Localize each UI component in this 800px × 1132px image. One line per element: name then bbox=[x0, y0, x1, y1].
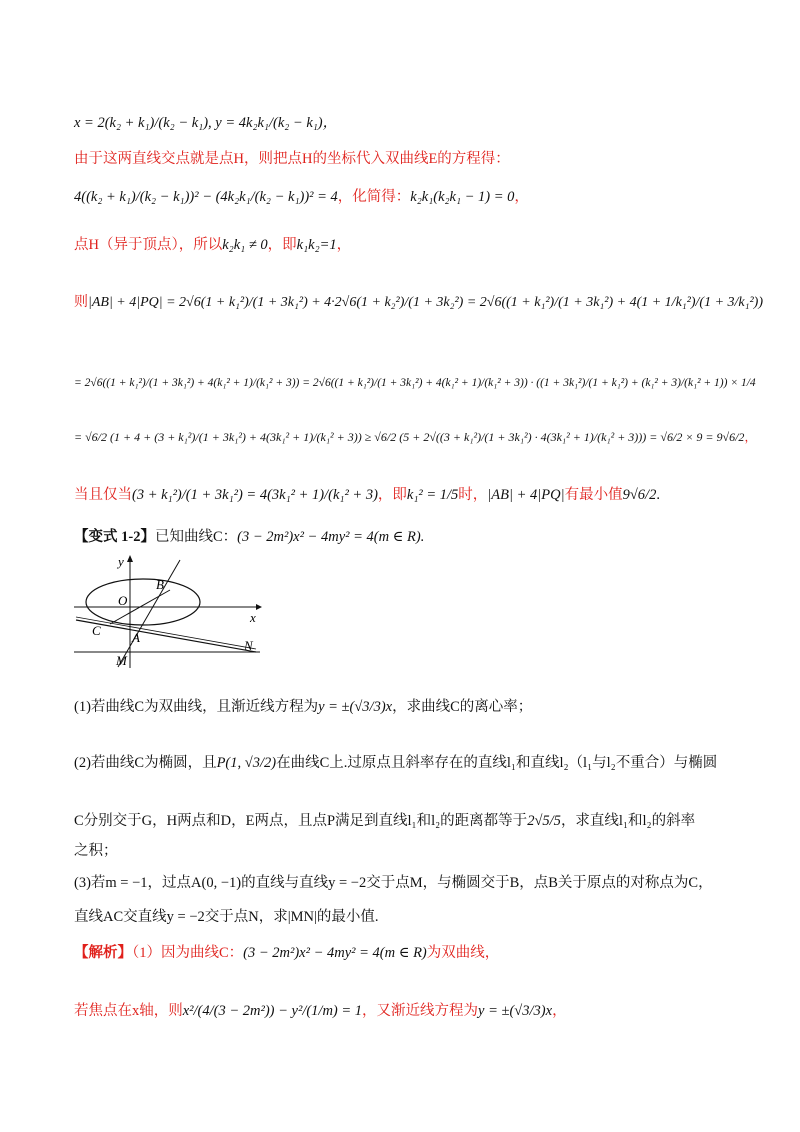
q1-text-a: (1)若曲线C为双曲线，且渐近线方程为 bbox=[74, 699, 319, 715]
q3-text-a: (3)若m = −1，过点A(0, −1)的直线与直线y = −2交于点M，与椭圆交于B，点B关于原点的对称点为C， bbox=[74, 875, 713, 891]
line-expand bbox=[74, 372, 756, 394]
q2-text-b: 在曲线C上.过原点且斜率存在的直线l₁和直线l₂（l₁与l₂不重合）与椭圆 bbox=[276, 755, 718, 771]
namely-text: ，即 bbox=[267, 237, 297, 253]
focus-text: 若焦点在x轴，则 bbox=[74, 1003, 183, 1019]
hyperbola-substitution-formula: 4((k₂ + k₁)/(k₂ − k₁))² − (4k₂k₁/(k₂ − k₁))² = 4 bbox=[74, 189, 338, 205]
solution-text-a: （1）因为曲线C： bbox=[132, 945, 244, 961]
label-C: C bbox=[92, 623, 101, 638]
question-1 bbox=[74, 696, 740, 718]
simplified-formula: k₂k₁(k₂k₁ − 1) = 0 bbox=[410, 189, 515, 205]
q1-text-b: ，求曲线C的离心率； bbox=[392, 699, 533, 715]
curve-equation-repeat: (3 − 2m²)x² − 4my² = 4(m ∈ R) bbox=[243, 945, 427, 961]
line-an bbox=[76, 620, 256, 652]
line-simplify bbox=[74, 186, 740, 208]
point-p: P(1, √3/2) bbox=[216, 755, 277, 771]
k-product-nonzero: k₂k₁ ≠ 0 bbox=[222, 237, 268, 253]
q3-text-b: 直线AC交直线y = −2交于点N，求|MN|的最小值. bbox=[74, 909, 379, 925]
variant-heading bbox=[74, 526, 740, 548]
label-O: O bbox=[118, 593, 128, 608]
question-3-line-2 bbox=[74, 906, 740, 928]
asymptote-formula: y = ±(√3/3)x bbox=[318, 699, 393, 715]
line-equality-condition bbox=[74, 484, 740, 506]
label-x: x bbox=[250, 610, 256, 625]
question-2-line-3 bbox=[74, 840, 740, 862]
question-2-line-2 bbox=[74, 810, 740, 832]
comma: ， bbox=[552, 1003, 567, 1019]
x-axis-arrow bbox=[256, 604, 262, 610]
line-an-upper bbox=[76, 617, 256, 649]
question-2-line-1 bbox=[74, 752, 740, 774]
curve-equation: (3 − 2m²)x² − 4my² = 4(m ∈ R). bbox=[237, 529, 425, 545]
asymptote-formula-repeat: y = ±(√3/3)x bbox=[478, 1003, 553, 1019]
point-h-text: 点H（异于顶点），所以 bbox=[74, 237, 223, 253]
solution-line-1 bbox=[74, 942, 740, 964]
substitute-text: 由于这两直线交点就是点H，则把点H的坐标代入双曲线E的方程得： bbox=[74, 151, 510, 167]
k-product-one: k₁k₂=1 bbox=[296, 237, 337, 253]
variant-text: 已知曲线C： bbox=[154, 529, 238, 545]
namely-text: ，即 bbox=[377, 487, 407, 503]
question-3-line-1 bbox=[74, 872, 740, 894]
hyperbola-standard-form: x²/(4/(3 − 2m²)) − y²/(1/m) = 1 bbox=[182, 1003, 363, 1019]
label-A: A bbox=[132, 630, 140, 645]
label-M: M bbox=[116, 653, 127, 668]
h-coordinates-formula: x = 2(k₂ + k₁)/(k₂ − k₁), y = 4k₂k₁/(k₂ − k₁)， bbox=[74, 115, 338, 131]
min-value-text: 有最小值 bbox=[564, 487, 623, 503]
distance-value: 2√5/5 bbox=[527, 813, 561, 829]
line-bm bbox=[118, 560, 180, 667]
label-N: N bbox=[244, 638, 253, 653]
comma: ， bbox=[744, 430, 757, 444]
y-axis-arrow bbox=[127, 555, 133, 562]
comma: ， bbox=[336, 237, 352, 253]
line-ab-pq-expression bbox=[74, 292, 764, 314]
label-y: y bbox=[118, 554, 124, 569]
k-square-value: k₁² = 1/5 bbox=[406, 487, 459, 503]
solution-line-2 bbox=[74, 1000, 740, 1022]
q2-text-a: (2)若曲线C为椭圆，且 bbox=[74, 755, 217, 771]
line-k-product bbox=[74, 234, 740, 256]
period: . bbox=[656, 487, 660, 503]
ellipse-line-figure bbox=[70, 552, 270, 672]
equality-formula: (3 + k₁²)/(1 + 3k₁²) = 4(3k₁² + 1)/(k₁² + 3) bbox=[132, 487, 378, 503]
comma: ， bbox=[514, 189, 529, 205]
ab-pq-short: |AB| + 4|PQ| bbox=[487, 487, 565, 503]
solution-label: 【解析】 bbox=[74, 945, 132, 961]
simplify-text: ，化简得： bbox=[337, 189, 411, 205]
ellipse-curve bbox=[86, 579, 200, 625]
q2-text-e: 之积； bbox=[74, 843, 118, 859]
ab-pq-formula: |AB| + 4|PQ| = 2√6(1 + k₁²)/(1 + 3k₁²) + 4·2√6(1 + k₂²)/(1 + 3k₂²) = 2√6((1 + k₁²)/(1 + 3k₁²) + 4(1 + 1/k₁²)/(1 + 3/k₁²)) bbox=[88, 295, 764, 310]
solution-text-b: 为双曲线， bbox=[426, 945, 500, 961]
label-B: B bbox=[156, 577, 164, 592]
iff-text: 当且仅当 bbox=[74, 487, 132, 503]
min-value: 9√6/2 bbox=[622, 487, 657, 503]
then-text: 则 bbox=[74, 295, 88, 310]
expand-formula: = 2√6((1 + k₁²)/(1 + 3k₁²) + 4(k₁² + 1)/(k₁² + 3)) = 2√6((1 + k₁²)/(1 + 3k₁²) + 4(k₁² + 1)/(k₁² + 3)) · ((1 + 3k₁²)/(1 + k₁²) + (k₁² + 3)/(k₁² + 1)) × 1/4 bbox=[74, 377, 756, 389]
variant-label: 【变式 1-2】 bbox=[74, 529, 155, 545]
asymptote-text: ，又渐近线方程为 bbox=[362, 1003, 479, 1019]
q2-text-d: ，求直线l₁和l₂的斜率 bbox=[560, 813, 696, 829]
line-substitute-statement bbox=[74, 148, 740, 170]
q2-text-c: C分别交于G，H两点和D，E两点，且点P满足到直线l₁和l₂的距离都等于 bbox=[74, 813, 528, 829]
line-inequality bbox=[74, 426, 757, 448]
when-text: 时， bbox=[458, 487, 488, 503]
line-h-coordinates bbox=[74, 112, 740, 134]
inequality-formula: = √6/2 (1 + 4 + (3 + k₁²)/(1 + 3k₁²) + 4(3k₁² + 1)/(k₁² + 3)) ≥ √6/2 (5 + 2√((3 + k₁²)/(1 + 3k₁²) · 4(3k₁² + 1)/(k₁² + 3))) = √6/2 × 9 = 9√6/2 bbox=[74, 430, 745, 444]
